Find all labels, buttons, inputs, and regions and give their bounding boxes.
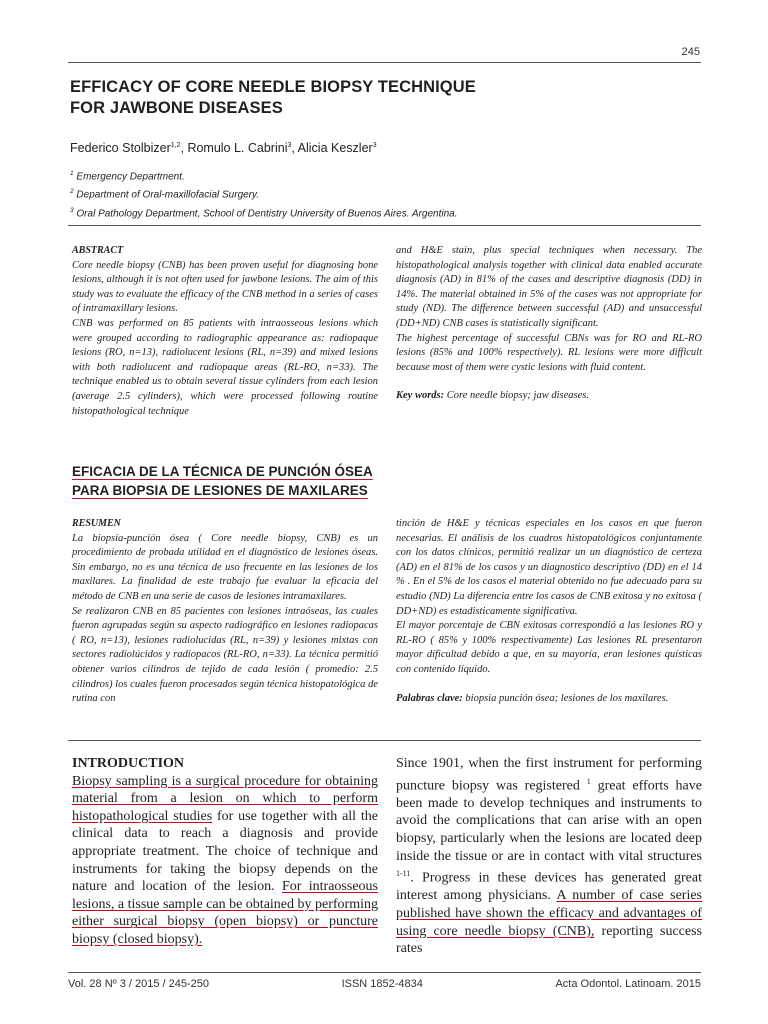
section-rule bbox=[68, 225, 701, 226]
author-affil-sup: 3 bbox=[372, 141, 377, 149]
keywords-label: Key words: bbox=[396, 390, 445, 402]
title-line-2: FOR JAWBONE DISEASES bbox=[70, 99, 283, 117]
abstract-left-column bbox=[72, 244, 378, 419]
abstract-right-column bbox=[396, 244, 702, 404]
resumen-paragraph: La biopsia-punción ósea ( Core needle biopsy, CNB) es un procedimiento de probada utilidad en el diagnóstico de lesiones óseas. Sin embargo, no es una técnica de uso frecuente en las lesiones de los maxilares. La finalidad de este trabajo fue evaluar la eficacia del método de CNB en una serie de casos de lesiones intramaxilares. bbox=[72, 532, 378, 602]
keywords-text: Core needle biopsy; jaw diseases. bbox=[446, 390, 589, 402]
affiliation-sup: 1 bbox=[70, 170, 74, 177]
author-sep: , bbox=[180, 141, 188, 155]
introduction-paragraph bbox=[396, 755, 702, 958]
body-text: Since 1901, when the first instrument for performing puncture biopsy was registered bbox=[396, 756, 702, 794]
palabras-clave-label: Palabras clave: bbox=[396, 692, 463, 704]
author-name: Federico Stolbizer bbox=[70, 141, 171, 155]
affiliations bbox=[70, 166, 458, 221]
introduction-heading: INTRODUCTION bbox=[72, 756, 185, 771]
footer-journal: Acta Odontol. Latinoam. 2015 bbox=[555, 978, 701, 990]
highlighted-text: Biopsy sampling is a surgical procedure for obtaining material from a lesion on which to perform histopathological studies bbox=[72, 773, 378, 824]
affiliation-text: Department of Oral-maxillofacial Surgery. bbox=[76, 189, 260, 201]
body-text: great efforts have been made to develop techniques and instruments to avoid the complications that can arise with an open biopsy, particularly when the lesions are located deep inside the tissue or are in contact with vital structures bbox=[396, 778, 702, 864]
author-affil-sup: 3 bbox=[287, 141, 292, 149]
palabras-clave bbox=[396, 692, 702, 707]
resumen-paragraph: El mayor porcentaje de CBN exitosas correspondió a las lesiones RO y RL-RO ( 85% y 100% respectivamente) Las lesiones RL presentaron mayor dificultad debido a que, en su mayoría, eran lesiones quísticas con contenido líquido. bbox=[396, 620, 702, 675]
citation: 1 bbox=[586, 776, 591, 786]
page-number: 245 bbox=[681, 46, 700, 58]
section-rule bbox=[68, 740, 701, 741]
affiliation-sup: 2 bbox=[70, 188, 74, 196]
resumen-right-column bbox=[396, 517, 702, 706]
resumen-heading: RESUMEN bbox=[72, 518, 121, 529]
header-rule bbox=[68, 62, 701, 63]
affiliation bbox=[70, 166, 458, 184]
affiliation-sup: 3 bbox=[70, 206, 74, 214]
footer bbox=[68, 978, 701, 990]
footer-volume: Vol. 28 Nº 3 / 2015 / 245-250 bbox=[68, 978, 210, 990]
keywords bbox=[396, 389, 702, 404]
author-name: Romulo L. Cabrini bbox=[187, 141, 288, 155]
spanish-title-line-1: EFICACIA DE LA TÉCNICA DE PUNCIÓN ÓSEA bbox=[72, 464, 373, 479]
title-line-1: EFFICACY OF CORE NEEDLE BIOPSY TECHNIQUE bbox=[70, 78, 476, 96]
resumen-paragraph: tinción de H&E y técnicas especiales en los casos en que fueron necesarias. El análisis de los cuadros histopatológicos conjuntamente con los datos clínicos, permitió realizar un un diagnóstico de certeza (AD) en el 81% de los casos y un diagnostico descriptivo (DD) en el 14 % . En el 5% de los casos el material obtenido no fue adecuado para su estudio (ND) La diferencia entre los casos de CNB exitosa y no exitosa ( DD+ND) es estadisticamente significativa. bbox=[396, 518, 702, 617]
introduction-paragraph bbox=[72, 773, 378, 949]
body-text: for use together with all the clinical data to reach a diagnosis and provide appropriate treatment. The choice of technique and instruments for taking the biopsy depends on the nature and location of the lesion. bbox=[72, 808, 378, 895]
abstract-paragraph: CNB was performed on 85 patients with intraosseous lesions which were grouped according to radiographic appearance as: radiopaque lesions (RO, n=13), radiolucent lesions (RL, n=39) and mixed lesions with both radiolucent and radiopaque areas (RL-RO, n=33). The technique enabled us to obtain several tissue cylinders from each lesion (average 2.5 cylinders), which were processed following routine histopathological technique bbox=[72, 317, 378, 417]
palabras-clave-text: biopsia punción ósea; lesiones de los maxilares. bbox=[465, 692, 669, 704]
spanish-title-line-2: PARA BIOPSIA DE LESIONES DE MAXILARES bbox=[72, 482, 368, 498]
affiliation bbox=[70, 184, 458, 202]
authors bbox=[70, 141, 377, 155]
highlighted-text: A number of case series published have shown the efficacy and advantages of using core needle biopsy (CNB), bbox=[396, 888, 702, 939]
footer-issn: ISSN 1852-4834 bbox=[341, 978, 423, 990]
spanish-title bbox=[72, 463, 572, 500]
body-text: . Progress in these devices has generated great interest among physicians. bbox=[396, 870, 702, 904]
author-sep: , bbox=[291, 141, 298, 155]
abstract-paragraph: The highest percentage of successful CBNs was for RO and RL-RO lesions (85% and 100% respectively). RL lesions were more difficult because most of them were cystic lesions with fluid content. bbox=[396, 332, 702, 373]
abstract-heading: ABSTRACT bbox=[72, 245, 124, 256]
affiliation-text: Emergency Department. bbox=[76, 171, 185, 183]
affiliation-text: Oral Pathology Department, School of Dentistry University of Buenos Aires. Argentina. bbox=[76, 207, 458, 219]
footer-rule bbox=[68, 972, 701, 973]
body-text: reporting success rates bbox=[396, 923, 702, 957]
resumen-left-column bbox=[72, 517, 378, 707]
affiliation bbox=[70, 203, 458, 221]
citation: 1-11 bbox=[396, 869, 411, 879]
article-title bbox=[70, 77, 690, 119]
author-name: Alicia Keszler bbox=[297, 141, 373, 155]
abstract-paragraph: and H&E stain, plus special techniques when necessary. The histopathological analysis together with clinical data enabled accurate diagnosis (AD) in 81% of the cases and descriptive diagnosis (DD) in 14%. The material obtained in 5% of the cases was not appropriate for study (ND). The difference between successful (AD) and unsuccessful (DD+ND) CNB cases is statistically significant. bbox=[396, 245, 702, 329]
introduction-right-column bbox=[396, 755, 702, 958]
resumen-paragraph: Se realizaron CNB en 85 pacientes con lesiones intraóseas, las cuales fueron agrupadas según su aspecto radiográfico en lesiones radiopacas ( RO, n=13), lesiones radiolucidas (RL, n=39) y lesiones mixtas con sectores radiolúcidos y radiopacos (RL-RO, n=33). La técnica permitió obtener varios cilindros de tejido de cada lesión ( promedio: 2.5 cilindros) los cuales fueron procesados según técnica histopatológica de rutina con bbox=[72, 605, 378, 705]
highlighted-text: For intraosseous lesions, a tissue sample can be obtained by performing either surgical biopsy (open biopsy) or puncture biopsy (closed biopsy). bbox=[72, 879, 378, 947]
introduction-left-column bbox=[72, 755, 378, 949]
abstract-paragraph: Core needle biopsy (CNB) has been proven useful for diagnosing bone lesions, although it is not often used for jawbone lesions. The aim of this study was to evaluate the efficacy of the CNB method in a series of cases of intramaxillary lesions. bbox=[72, 259, 378, 315]
author-affil-sup: 1,2 bbox=[170, 141, 181, 149]
